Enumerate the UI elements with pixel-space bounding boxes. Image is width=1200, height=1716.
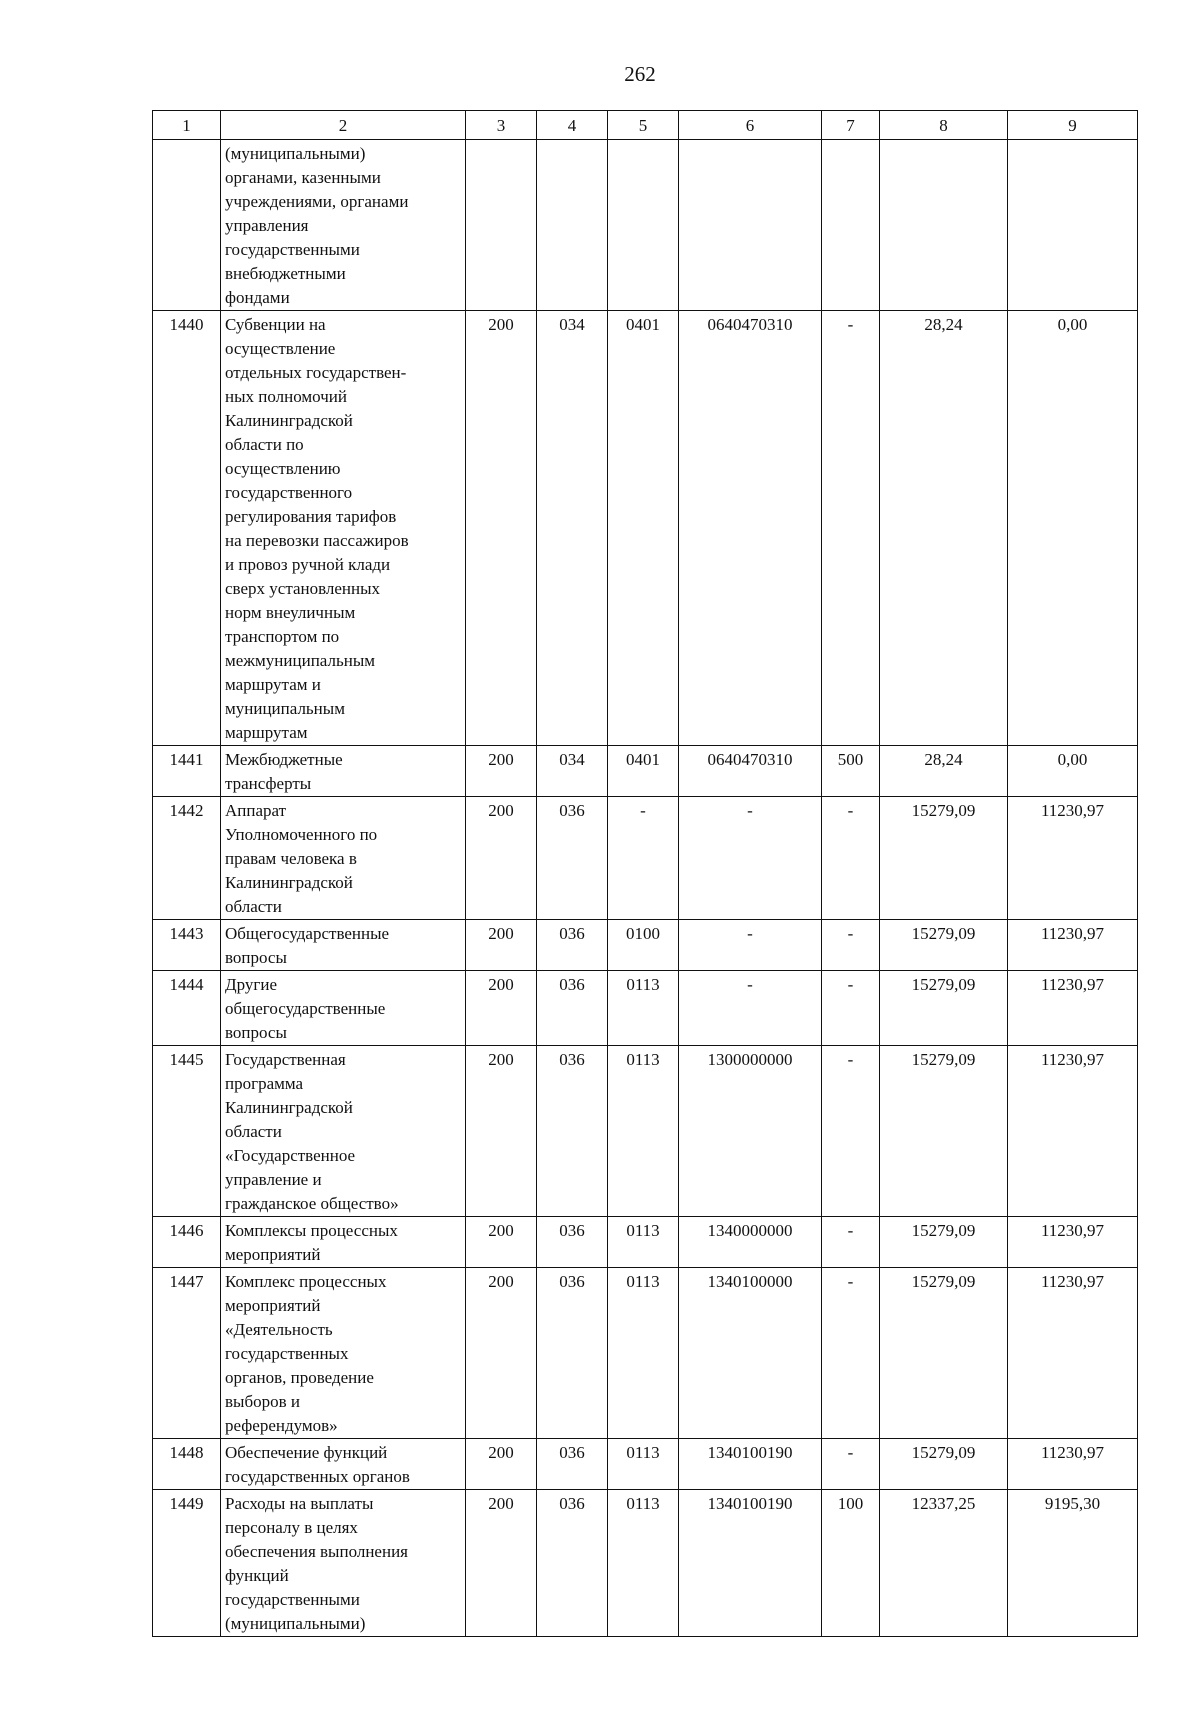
description-line: Субвенции на (225, 315, 326, 334)
description-cell (221, 140, 466, 311)
chapter-code-cell: 036 (537, 920, 608, 971)
target-article-cell (679, 140, 822, 311)
amount-2-cell: 9195,30 (1008, 1490, 1138, 1637)
admin-code-cell: 200 (466, 311, 537, 746)
description-line: отдельных государствен- (225, 363, 407, 382)
admin-code-cell: 200 (466, 1046, 537, 1217)
table-row (153, 1046, 1138, 1217)
table-row (153, 1439, 1138, 1490)
description-line: Расходы на выплаты (225, 1494, 374, 1513)
amount-2-cell: 11230,97 (1008, 1046, 1138, 1217)
section-code-cell: 0113 (608, 1490, 679, 1637)
description-line: трансферты (225, 774, 312, 793)
description-cell (221, 1217, 466, 1268)
admin-code-cell: 200 (466, 797, 537, 920)
chapter-code-cell: 034 (537, 311, 608, 746)
chapter-code-cell: 036 (537, 1217, 608, 1268)
description-line: Общегосударственные (225, 924, 390, 943)
description-line: «Деятельность (225, 1320, 333, 1339)
admin-code-cell: 200 (466, 1268, 537, 1439)
target-article-cell: - (679, 797, 822, 920)
description-cell (221, 311, 466, 746)
description-line: на перевозки пассажиров (225, 531, 409, 550)
target-article-cell: 0640470310 (679, 746, 822, 797)
description-line: осуществление (225, 339, 336, 358)
chapter-code-cell: 036 (537, 1268, 608, 1439)
target-article-cell: 0640470310 (679, 311, 822, 746)
amount-1-cell: 12337,25 (880, 1490, 1008, 1637)
description-line: Обеспечение функций (225, 1443, 388, 1462)
row-number-cell: 1441 (153, 746, 221, 797)
description-cell (221, 746, 466, 797)
amount-2-cell: 11230,97 (1008, 1268, 1138, 1439)
description-line: государственными (225, 240, 360, 259)
description-line: правам человека в (225, 849, 357, 868)
chapter-code-cell: 036 (537, 1490, 608, 1637)
admin-code-cell: 200 (466, 1490, 537, 1637)
description-line: государственного (225, 483, 353, 502)
description-line: Уполномоченного по (225, 825, 378, 844)
description-cell (221, 971, 466, 1046)
row-number-cell: 1446 (153, 1217, 221, 1268)
header-cell-9: 9 (1008, 111, 1138, 140)
amount-1-cell: 15279,09 (880, 1439, 1008, 1490)
section-code-cell: 0401 (608, 311, 679, 746)
expense-type-cell: - (822, 1268, 880, 1439)
description-line: государственных (225, 1344, 349, 1363)
table-body (153, 140, 1138, 1637)
header-cell-6: 6 (679, 111, 822, 140)
expense-type-cell: - (822, 797, 880, 920)
target-article-cell: 1340000000 (679, 1217, 822, 1268)
header-cell-4: 4 (537, 111, 608, 140)
expense-type-cell: - (822, 1439, 880, 1490)
section-code-cell: 0113 (608, 1439, 679, 1490)
description-line: (муниципальными) (225, 1614, 366, 1633)
description-line: Калининградской (225, 411, 353, 430)
header-row (153, 111, 1138, 140)
table-row (153, 1490, 1138, 1637)
target-article-cell: 1340100190 (679, 1490, 822, 1637)
target-article-cell: 1300000000 (679, 1046, 822, 1217)
amount-2-cell: 0,00 (1008, 746, 1138, 797)
table-row (153, 746, 1138, 797)
description-line: Комплекс процессных (225, 1272, 387, 1291)
description-line: маршрутам (225, 723, 308, 742)
target-article-cell: 1340100190 (679, 1439, 822, 1490)
section-code-cell: 0113 (608, 1217, 679, 1268)
row-number-cell: 1448 (153, 1439, 221, 1490)
table-row (153, 1217, 1138, 1268)
description-line: управления (225, 216, 309, 235)
description-line: норм внеуличным (225, 603, 356, 622)
amount-2-cell: 11230,97 (1008, 1439, 1138, 1490)
amount-1-cell: 15279,09 (880, 1046, 1008, 1217)
amount-2-cell: 11230,97 (1008, 797, 1138, 920)
row-number-cell: 1449 (153, 1490, 221, 1637)
header-cell-3: 3 (466, 111, 537, 140)
admin-code-cell: 200 (466, 920, 537, 971)
amount-2-cell: 11230,97 (1008, 971, 1138, 1046)
description-line: референдумов» (225, 1416, 338, 1435)
description-line: Межбюджетные (225, 750, 343, 769)
description-line: мероприятий (225, 1296, 321, 1315)
section-code-cell: 0113 (608, 1046, 679, 1217)
expense-type-cell: - (822, 971, 880, 1046)
amount-1-cell: 15279,09 (880, 797, 1008, 920)
admin-code-cell (466, 140, 537, 311)
description-cell (221, 1046, 466, 1217)
header-cell-5: 5 (608, 111, 679, 140)
table-row (153, 1268, 1138, 1439)
table-row (153, 971, 1138, 1046)
description-line: маршрутам и (225, 675, 321, 694)
description-line: Аппарат (225, 801, 287, 820)
expense-type-cell (822, 140, 880, 311)
chapter-code-cell: 036 (537, 797, 608, 920)
description-line: общегосударственные (225, 999, 386, 1018)
description-line: учреждениями, органами (225, 192, 409, 211)
amount-1-cell: 15279,09 (880, 1268, 1008, 1439)
expense-type-cell: 500 (822, 746, 880, 797)
description-line: фондами (225, 288, 290, 307)
description-line: гражданское общество» (225, 1194, 399, 1213)
description-line: органами, казенными (225, 168, 381, 187)
table-row (153, 920, 1138, 971)
description-line: государственных органов (225, 1467, 410, 1486)
description-line: транспортом по (225, 627, 340, 646)
section-code-cell: 0113 (608, 971, 679, 1046)
description-line: Калининградской (225, 873, 353, 892)
description-line: обеспечения выполнения (225, 1542, 408, 1561)
section-code-cell (608, 140, 679, 311)
chapter-code-cell: 036 (537, 1439, 608, 1490)
description-line: ных полномочий (225, 387, 347, 406)
page-number: 262 (624, 62, 656, 86)
header-cell-8: 8 (880, 111, 1008, 140)
description-line: программа (225, 1074, 304, 1093)
description-line: Другие (225, 975, 277, 994)
description-line: Комплексы процессных (225, 1221, 398, 1240)
amount-1-cell: 15279,09 (880, 920, 1008, 971)
admin-code-cell: 200 (466, 971, 537, 1046)
expense-type-cell: - (822, 1046, 880, 1217)
amount-1-cell: 28,24 (880, 311, 1008, 746)
header-cell-7: 7 (822, 111, 880, 140)
description-cell (221, 1268, 466, 1439)
section-code-cell: 0100 (608, 920, 679, 971)
description-line: вопросы (225, 948, 287, 967)
chapter-code-cell: 034 (537, 746, 608, 797)
amount-1-cell (880, 140, 1008, 311)
row-number-cell: 1444 (153, 971, 221, 1046)
description-line: регулирования тарифов (225, 507, 397, 526)
target-article-cell: - (679, 971, 822, 1046)
section-code-cell: - (608, 797, 679, 920)
row-number-cell (153, 140, 221, 311)
row-number-cell: 1447 (153, 1268, 221, 1439)
budget-table (152, 110, 1138, 1637)
expense-type-cell: 100 (822, 1490, 880, 1637)
section-code-cell: 0113 (608, 1268, 679, 1439)
table-row (153, 797, 1138, 920)
description-line: управление и (225, 1170, 322, 1189)
amount-1-cell: 28,24 (880, 746, 1008, 797)
amount-2-cell (1008, 140, 1138, 311)
description-line: области по (225, 435, 304, 454)
chapter-code-cell (537, 140, 608, 311)
description-line: выборов и (225, 1392, 300, 1411)
row-number-cell: 1445 (153, 1046, 221, 1217)
description-line: вопросы (225, 1023, 287, 1042)
amount-2-cell: 0,00 (1008, 311, 1138, 746)
admin-code-cell: 200 (466, 1439, 537, 1490)
expense-type-cell: - (822, 311, 880, 746)
chapter-code-cell: 036 (537, 1046, 608, 1217)
description-cell (221, 920, 466, 971)
description-line: осуществлению (225, 459, 341, 478)
description-line: государственными (225, 1590, 360, 1609)
description-line: области (225, 897, 282, 916)
description-line: муниципальным (225, 699, 345, 718)
table-row (153, 311, 1138, 746)
description-cell (221, 1439, 466, 1490)
description-line: Государственная (225, 1050, 346, 1069)
admin-code-cell: 200 (466, 1217, 537, 1268)
section-code-cell: 0401 (608, 746, 679, 797)
chapter-code-cell: 036 (537, 971, 608, 1046)
amount-2-cell: 11230,97 (1008, 1217, 1138, 1268)
row-number-cell: 1440 (153, 311, 221, 746)
description-line: межмуниципальным (225, 651, 376, 670)
expense-type-cell: - (822, 920, 880, 971)
row-number-cell: 1442 (153, 797, 221, 920)
description-line: и провоз ручной клади (225, 555, 391, 574)
expense-type-cell: - (822, 1217, 880, 1268)
target-article-cell: 1340100000 (679, 1268, 822, 1439)
description-line: органов, проведение (225, 1368, 374, 1387)
target-article-cell: - (679, 920, 822, 971)
admin-code-cell: 200 (466, 746, 537, 797)
table-row (153, 140, 1138, 311)
description-cell (221, 1490, 466, 1637)
amount-1-cell: 15279,09 (880, 1217, 1008, 1268)
description-cell (221, 797, 466, 920)
description-line: «Государственное (225, 1146, 356, 1165)
description-line: сверх установленных (225, 579, 381, 598)
description-line: (муниципальными) (225, 144, 366, 163)
header-cell-1: 1 (153, 111, 221, 140)
amount-2-cell: 11230,97 (1008, 920, 1138, 971)
description-line: внебюджетными (225, 264, 346, 283)
description-line: функций (225, 1566, 289, 1585)
header-cell-2: 2 (221, 111, 466, 140)
description-line: Калининградской (225, 1098, 353, 1117)
row-number-cell: 1443 (153, 920, 221, 971)
description-line: области (225, 1122, 282, 1141)
amount-1-cell: 15279,09 (880, 971, 1008, 1046)
description-line: персоналу в целях (225, 1518, 358, 1537)
description-line: мероприятий (225, 1245, 321, 1264)
